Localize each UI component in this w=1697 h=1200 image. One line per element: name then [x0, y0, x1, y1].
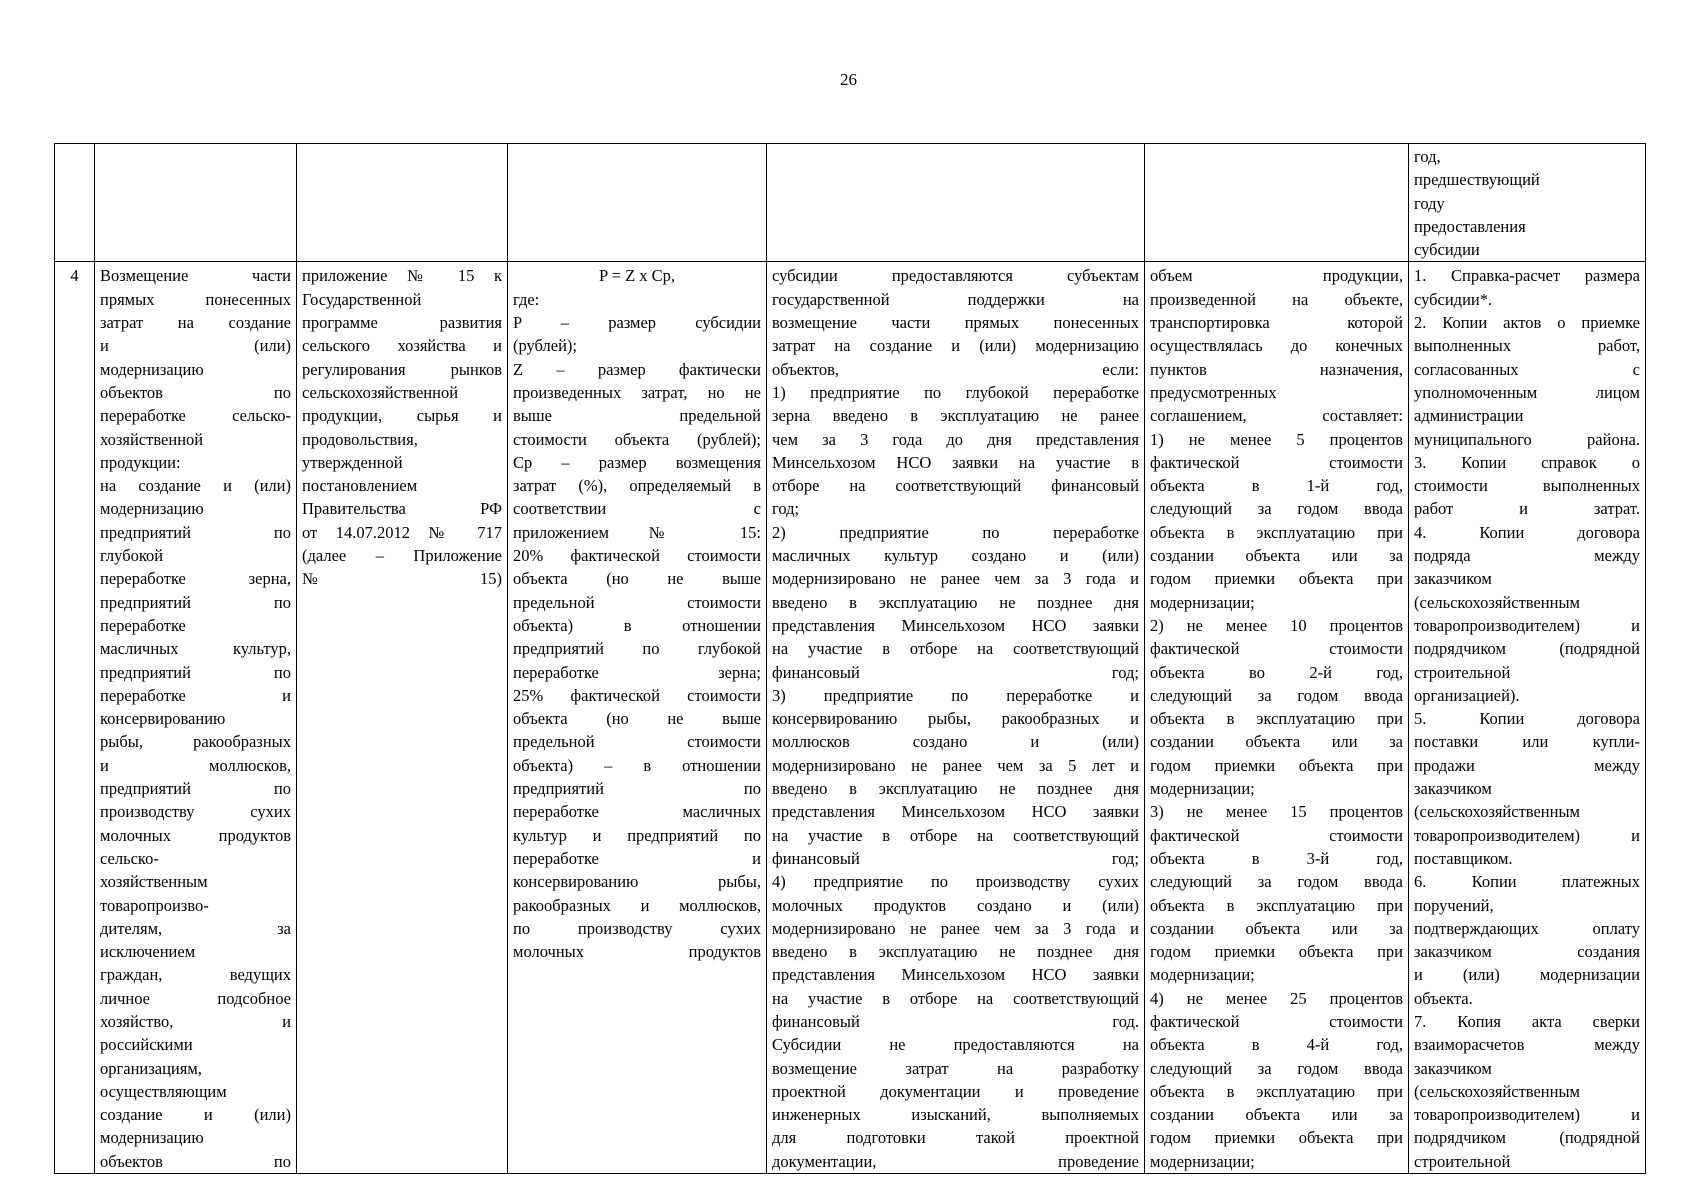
subsidy-name-text — [100, 264, 291, 1173]
formula-text — [513, 288, 761, 964]
text-line: годом приемки объекта при — [1150, 569, 1403, 589]
text-line: (рублей); — [513, 336, 578, 356]
text-line: и (или) модернизации — [1414, 965, 1640, 985]
text-line: модернизировано не ранее чем за 3 года и — [772, 918, 1139, 938]
text-line: возмещение части прямых понесенных — [772, 313, 1139, 333]
text-line: создание и (или) — [100, 1105, 291, 1125]
text-line: 1) не менее 5 процентов — [1150, 429, 1403, 449]
text-line: сельского хозяйства и — [302, 336, 502, 356]
text-line: предприятий по — [100, 522, 291, 542]
text-line: субсидии*. — [1414, 289, 1493, 309]
text-line: годом приемки объекта при — [1150, 755, 1403, 775]
text-line: фактической стоимости — [1150, 825, 1403, 845]
text-line: поручений, — [1414, 895, 1494, 915]
text-line: объекта. — [1414, 988, 1473, 1008]
text-line: рыбы, ракообразных — [100, 732, 291, 752]
text-line: на участие в отборе на соответствующий — [772, 988, 1139, 1008]
text-line: сельскохозяйственной — [302, 382, 459, 402]
text-line: 4. Копии договора — [1414, 522, 1640, 542]
text-line: 1) предприятие по глубокой переработке — [772, 382, 1139, 402]
text-line: 7. Копия акта сверки — [1414, 1011, 1640, 1031]
text-line: соглашением, составляет: — [1150, 406, 1403, 426]
text-line: Возмещение части — [100, 266, 291, 286]
documents-text — [1414, 264, 1640, 1173]
text-line: проектной документации и проведение — [772, 1081, 1139, 1101]
text-line: предприятий по — [100, 662, 291, 682]
conditions-text — [772, 264, 1139, 1173]
conditions-cell — [767, 262, 1145, 1174]
text-line: переработке масличных — [513, 802, 761, 822]
text-line: субсидии предоставляются субъектам — [772, 266, 1139, 286]
text-line: году — [1414, 193, 1445, 213]
subsidy-table — [54, 143, 1646, 1174]
continuation-num-cell — [55, 144, 95, 262]
text-line: финансовый год; — [772, 848, 1139, 868]
text-line: ракообразных и моллюсков, — [513, 895, 761, 915]
text-line: стоимости объекта (рублей); — [513, 429, 761, 449]
text-line: консервированию рыбы, ракообразных и — [772, 709, 1139, 729]
continuation-docs-text — [1414, 145, 1640, 261]
continuation-row — [55, 144, 1646, 262]
text-line: приложение № 15 к — [302, 266, 502, 286]
text-line: прямых понесенных — [100, 289, 291, 309]
text-line: на создание и (или) — [100, 476, 291, 496]
text-line: российскими — [100, 1035, 193, 1055]
documents-cell — [1409, 262, 1646, 1174]
text-line: предприятий по глубокой — [513, 639, 761, 659]
text-line: дителям, за — [100, 918, 291, 938]
text-line: объекта во 2-й год, — [1150, 662, 1403, 682]
text-line: молочных продуктов — [100, 825, 291, 845]
text-line: инженерных изысканий, выполняемых — [772, 1105, 1139, 1125]
text-line: создании объекта или за — [1150, 1105, 1403, 1125]
text-line: Государственной — [302, 289, 422, 309]
text-line: Cp – размер возмещения — [513, 452, 761, 472]
continuation-formula-cell — [508, 144, 767, 262]
text-line: программе развития — [302, 313, 502, 333]
text-line: объекта в эксплуатацию при — [1150, 522, 1403, 542]
text-line: и моллюсков, — [100, 755, 291, 775]
text-line: 2) не менее 10 процентов — [1150, 615, 1403, 635]
text-line: объем продукции, — [1150, 266, 1403, 286]
text-line: объекта (но не выше — [513, 569, 761, 589]
text-line: исключением — [100, 942, 196, 962]
text-line: подтверждающих оплату — [1414, 918, 1640, 938]
text-line: введено в эксплуатацию не позднее дня — [772, 942, 1139, 962]
text-line: фактической стоимости — [1150, 639, 1403, 659]
text-line: годом приемки объекта при — [1150, 942, 1403, 962]
text-line: (далее – Приложение — [302, 546, 502, 566]
text-line: товаропроизводителем) и — [1414, 1105, 1640, 1125]
text-line: финансовый год; — [772, 662, 1139, 682]
text-line: постановлением — [302, 476, 418, 496]
text-line: производству сухих — [100, 802, 291, 822]
text-line: затрат (%), определяемый в — [513, 476, 761, 496]
text-line: строительной — [1414, 1151, 1511, 1171]
text-line: фактической стоимости — [1150, 452, 1403, 472]
text-line: 4) не менее 25 процентов — [1150, 988, 1403, 1008]
text-line: (сельскохозяйственным — [1414, 1081, 1580, 1101]
text-line: подрядчиком (подрядной — [1414, 639, 1640, 659]
text-line: 5. Копии договора — [1414, 709, 1640, 729]
text-line: 6. Копии платежных — [1414, 872, 1640, 892]
text-line: 20% фактической стоимости — [513, 546, 761, 566]
text-line: представления Минсельхозом НСО заявки — [772, 965, 1139, 985]
text-line: уполномоченным лицом — [1414, 382, 1640, 402]
text-line: представления Минсельхозом НСО заявки — [772, 802, 1139, 822]
text-line: переработке и — [513, 848, 761, 868]
text-line: затрат на создание и (или) модернизацию — [772, 336, 1139, 356]
text-line: модернизировано не ранее чем за 3 года и — [772, 569, 1139, 589]
text-line: 2. Копии актов о приемке — [1414, 313, 1640, 333]
text-line: продукции, сырья и — [302, 406, 502, 426]
continuation-docs-cell — [1409, 144, 1646, 262]
text-line: выше предельной — [513, 406, 761, 426]
text-line: хозяйственным — [100, 872, 208, 892]
text-line: представления Минсельхозом НСО заявки — [772, 615, 1139, 635]
text-line: продукции: — [100, 452, 181, 472]
row-number: 4 — [55, 262, 95, 1174]
text-line: стоимости выполненных — [1414, 476, 1640, 496]
text-line: P – размер субсидии — [513, 313, 761, 333]
text-line: затрат на создание — [100, 313, 291, 333]
text-line: предшествующий — [1414, 170, 1540, 190]
text-line: работ и затрат. — [1414, 499, 1640, 519]
text-line: объекта в эксплуатацию при — [1150, 709, 1403, 729]
text-line: зерна введено в эксплуатацию не ранее — [772, 406, 1139, 426]
text-line: Правительства РФ — [302, 499, 502, 519]
text-line: масличных культур создано и (или) — [772, 546, 1139, 566]
text-line: 3) предприятие по переработке и — [772, 685, 1139, 705]
text-line: модернизацию — [100, 499, 204, 519]
text-line: согласованных с — [1414, 359, 1640, 379]
text-line: предельной стоимости — [513, 592, 761, 612]
text-line: следующий за годом ввода — [1150, 685, 1403, 705]
text-line: предприятий по — [513, 779, 761, 799]
text-line: выполненных работ, — [1414, 336, 1640, 356]
text-line: и (или) — [100, 336, 291, 356]
text-line — [1414, 192, 1640, 239]
text-line: объектов, если: — [772, 359, 1139, 379]
text-line: переработке зерна, — [100, 569, 291, 589]
text-line: объекта в 4-й год, — [1150, 1035, 1403, 1055]
continuation-conditions-cell — [767, 144, 1145, 262]
text-line: переработке и — [100, 685, 291, 705]
text-line: заказчиком — [1414, 569, 1492, 589]
text-line: строительной — [1414, 662, 1511, 682]
text-line: модернизации; — [1150, 965, 1255, 985]
text-line: где: — [513, 289, 540, 309]
text-line: возмещение затрат на разработку — [772, 1058, 1139, 1078]
text-line: заказчиком — [1414, 779, 1492, 799]
text-line: Минсельхозом НСО заявки на участие в — [772, 452, 1139, 472]
text-line: от 14.07.2012 № 717 — [302, 522, 502, 542]
text-line: хозяйственной — [100, 429, 204, 449]
text-line: произведенных затрат, но не — [513, 382, 761, 402]
text-line: взаиморасчетов между — [1414, 1035, 1640, 1055]
text-line: модернизировано не ранее чем за 5 лет и — [772, 755, 1139, 775]
text-line: масличных культур, — [100, 639, 291, 659]
text-line: утвержденной — [302, 452, 403, 472]
continuation-name-cell — [95, 144, 297, 262]
formula-cell — [508, 262, 767, 1174]
text-line: подряда между — [1414, 546, 1640, 566]
text-line: продажи между — [1414, 755, 1640, 775]
text-line: сельско- — [100, 848, 159, 868]
text-line: модернизации; — [1150, 592, 1255, 612]
text-line: хозяйство, и — [100, 1011, 291, 1031]
text-line: поставки или купли- — [1414, 732, 1640, 752]
text-line: регулирования рынков — [302, 359, 502, 379]
volume-text — [1150, 264, 1403, 1173]
text-line: продовольствия, — [302, 429, 418, 449]
text-line: подрядчиком (подрядной — [1414, 1128, 1640, 1148]
text-line: товаропроизводителем) и — [1414, 825, 1640, 845]
text-line: (сельскохозяйственным — [1414, 802, 1580, 822]
text-line: объектов по — [100, 1151, 291, 1171]
legal-basis-text — [302, 264, 502, 590]
text-line — [1414, 145, 1640, 192]
text-line: консервированию рыбы, — [513, 872, 761, 892]
text-line — [1414, 238, 1640, 261]
text-line: произведенной на объекте, — [1150, 289, 1403, 309]
text-line: пунктов назначения, — [1150, 359, 1403, 379]
text-line: на участие в отборе на соответствующий — [772, 825, 1139, 845]
text-line: 1. Справка-расчет размера — [1414, 266, 1640, 286]
text-line: товаропроизво- — [100, 895, 209, 915]
text-line: переработке — [100, 615, 186, 635]
text-line: глубокой — [100, 546, 164, 566]
text-line: заказчиком создания — [1414, 942, 1640, 962]
text-line: объекта) в отношении — [513, 615, 761, 635]
text-line: (сельскохозяйственным — [1414, 592, 1580, 612]
text-line: предусмотренных — [1150, 382, 1277, 402]
text-line: фактической стоимости — [1150, 1011, 1403, 1031]
text-line: год, — [1414, 147, 1441, 166]
text-line: предприятий по — [100, 779, 291, 799]
text-line: осуществлялась до конечных — [1150, 336, 1403, 356]
text-line: финансовый год. — [772, 1011, 1139, 1031]
text-line: граждан, ведущих — [100, 965, 291, 985]
text-line: осуществляющим — [100, 1081, 227, 1101]
text-line: введено в эксплуатацию не позднее дня — [772, 592, 1139, 612]
text-line: переработке зерна; — [513, 662, 761, 682]
text-line: объекта в 3-й год, — [1150, 848, 1403, 868]
text-line: 25% фактической стоимости — [513, 685, 761, 705]
text-line: моллюсков создано и (или) — [772, 732, 1139, 752]
text-line: объекта в эксплуатацию при — [1150, 1081, 1403, 1101]
text-line: следующий за годом ввода — [1150, 872, 1403, 892]
text-line: Z – размер фактически — [513, 359, 761, 379]
text-line: объекта в эксплуатацию при — [1150, 895, 1403, 915]
text-line: для подготовки такой проектной — [772, 1128, 1139, 1148]
text-line: молочных продуктов создано и (или) — [772, 895, 1139, 915]
text-line: объекта) – в отношении — [513, 755, 761, 775]
text-line: следующий за годом ввода — [1150, 1058, 1403, 1078]
text-line: модернизации; — [1150, 1151, 1255, 1171]
text-line: отборе на соответствующий финансовый — [772, 476, 1139, 496]
text-line: модернизации; — [1150, 779, 1255, 799]
text-line: молочных продуктов — [513, 942, 761, 962]
text-line: приложением № 15: — [513, 522, 761, 542]
text-line: личное подсобное — [100, 988, 291, 1008]
text-line: организациям, — [100, 1058, 202, 1078]
text-line: консервированию — [100, 709, 226, 729]
text-line: на участие в отборе на соответствующий — [772, 639, 1139, 659]
text-line: поставщиком. — [1414, 848, 1513, 868]
text-line: организацией). — [1414, 685, 1520, 705]
text-line: № 15) — [302, 569, 502, 589]
text-line: год; — [772, 499, 800, 519]
text-line: модернизацию — [100, 1128, 204, 1148]
text-line: Субсидии не предоставляются на — [772, 1035, 1139, 1055]
text-line: администрации — [1414, 406, 1524, 426]
text-line: создании объекта или за — [1150, 546, 1403, 566]
text-line: по производству сухих — [513, 918, 761, 938]
text-line: соответствии с — [513, 499, 761, 519]
text-line: объектов по — [100, 382, 291, 402]
text-line: субсидии — [1414, 240, 1480, 260]
continuation-basis-cell — [297, 144, 508, 262]
text-line: чем за 3 года до дня представления — [772, 429, 1139, 449]
text-line: предельной стоимости — [513, 732, 761, 752]
volume-cell — [1145, 262, 1409, 1174]
text-line: транспортировка которой — [1150, 313, 1403, 333]
text-line: введено в эксплуатацию не позднее дня — [772, 779, 1139, 799]
formula-title: P = Z x Cp, — [598, 266, 676, 286]
text-line: создании объекта или за — [1150, 918, 1403, 938]
text-line: заказчиком — [1414, 1058, 1492, 1078]
subsidy-name-cell — [95, 262, 297, 1174]
text-line: товаропроизводителем) и — [1414, 615, 1640, 635]
text-line: 3) не менее 15 процентов — [1150, 802, 1403, 822]
text-line: объекта (но не выше — [513, 709, 761, 729]
text-line: 4) предприятие по производству сухих — [772, 872, 1139, 892]
text-line: создании объекта или за — [1150, 732, 1403, 752]
text-line: предприятий по — [100, 592, 291, 612]
text-line: предоставления — [1414, 216, 1526, 236]
continuation-volume-cell — [1145, 144, 1409, 262]
text-line: переработке сельско- — [100, 406, 291, 426]
text-line: документации, проведение — [772, 1151, 1139, 1171]
text-line: государственной поддержки на — [772, 289, 1139, 309]
text-line: модернизацию — [100, 359, 204, 379]
text-line: следующий за годом ввода — [1150, 499, 1403, 519]
text-line: культур и предприятий по — [513, 825, 761, 845]
text-line: 3. Копии справок о — [1414, 452, 1640, 472]
text-line: 2) предприятие по переработке — [772, 522, 1139, 542]
text-line: муниципального района. — [1414, 429, 1640, 449]
table-row — [55, 262, 1646, 1174]
text-line: годом приемки объекта при — [1150, 1128, 1403, 1148]
legal-basis-cell — [297, 262, 508, 1174]
page-number: 26 — [840, 70, 857, 89]
text-line: объекта в 1-й год, — [1150, 476, 1403, 496]
